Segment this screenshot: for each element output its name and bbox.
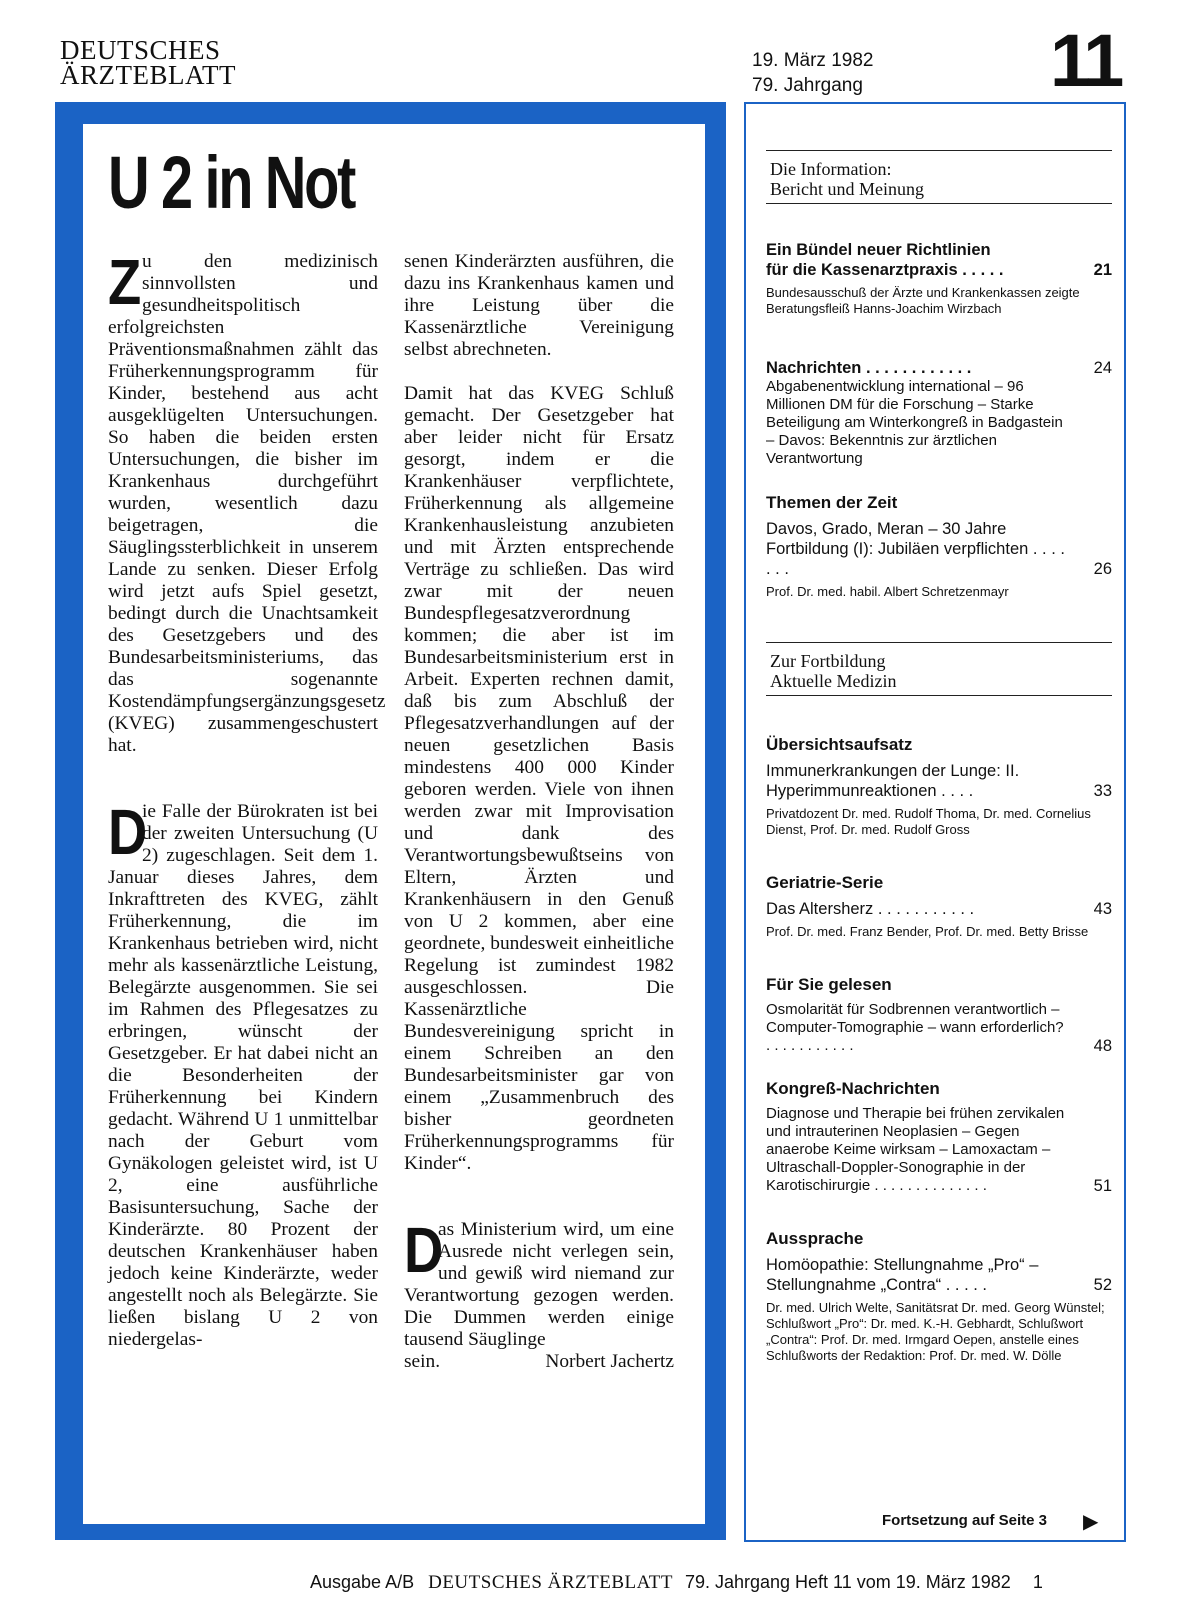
entry-authors: Bundesausschuß der Ärzte und Krankenkassen zeigte Beratungsfleiß Hanns-Joachim Wirzbach [766,285,1080,316]
article-headline: U 2 in Not [108,141,354,224]
issue-date: 19. März 1982 [752,50,874,71]
entry-authors: Privatdozent Dr. med. Rudolf Thoma, Dr. med. Cornelius Dienst, Prof. Dr. med. Rudolf Gross [766,806,1091,837]
page-number: 51 [1093,1177,1112,1195]
paragraph-1-text: u den medizinisch sinnvollsten und gesundheitspolitisch erfolgreichsten Präventionsmaßnahmen zählt das Früherkennungsprogramm für Kinder, bestehend aus acht ausgeklügelten Untersuchungen. So haben die beiden ersten Untersuchungen, die bisher im Krankenhaus durchgeführt wurden, wesentlich dazu beigetragen, die Säuglingssterblichkeit in unserem Lande zu senken. Dieser Erfolg wird jetzt aufs Spiel gesetzt, bedingt durch die Unachtsamkeit des Gesetzgebers und des Bundesarbeitsministeriums, das das sogenannte Kostendämpfungsergänzungsgesetz (KVEG) zusammengeschustert hat. [108,251,386,756]
toc-entry-richtlinien[interactable]: Ein Bündel neuer Richtlinien für die Kassenarztpraxis . . . . . 21 Bundesausschuß der Ärzte und Krankenkassen zeigte Beratungsfleiß Hanns-Joachim Wirzbach [766,241,1112,316]
page-footer [310,1572,1043,1594]
page-number: 43 [1093,900,1112,918]
masthead-line2: ÄRZTEBLATT [60,60,236,90]
masthead-line1: DEUTSCHES [60,35,221,65]
toc-entry-gelesen[interactable]: Für Sie gelesen Osmolarität für Sodbrennen verantwortlich – Computer-Tomographie – wann erforderlich? . . . . . . . . . . . 48 [766,975,1112,1055]
triangle-right-icon: ▶ [1083,1511,1099,1533]
paragraph-5-text: as Ministerium wird, um eine Ausrede nicht verlegen sein, und gewiß wird niemand zur Verantwortung gezogen werden. Die Dummen werden einige tausend Säuglinge [404,1219,674,1350]
toc-entry-nachrichten[interactable]: Nachrichten . . . . . . . . . . . . 24 Abgabenentwicklung international – 96 Millionen DM für die Forschung – Starke Beteiligung am Winterkongreß in Badgastein – Davos: Bekenntnis zur ärztlichen Verantwortung [766,359,1112,467]
entry-text: Abgabenentwicklung international – 96 Millionen DM für die Forschung – Starke Beteiligung am Winterkongreß in Badgastein – Davos: Bekenntnis zur ärztlichen Verantwortung [766,378,1063,467]
footer-details: 79. Jahrgang Heft 11 vom 19. März 1982 [684,1572,1011,1592]
toc-entry-kongress[interactable]: Kongreß-Nachrichten Diagnose und Therapie bei frühen zervikalen und intrauterinen Neoplasien – Gegen anaerobe Keime wirksam – Lamoxactam – Ultraschall-Doppler-Sonographie in der Karotischirurgie . . . . . . . . . . . . . . 51 [766,1079,1112,1195]
drop-cap: Z [108,246,142,318]
paragraph-5 [404,1214,674,1351]
entry-category: Für Sie gelesen [766,975,892,994]
article-column-2 [404,251,674,1373]
table-of-contents [744,102,1126,1542]
toc-entry-uebersicht[interactable]: Übersichtsaufsatz Immunerkrankungen der Lunge: II. Hyperimmunreaktionen . . . . 33 Privatdozent Dr. med. Rudolf Thoma, Dr. med. Cornelius Dienst, Prof. Dr. med. Rudolf Gross [766,735,1112,837]
paragraph-2-text: ie Falle der Bürokraten ist bei der zweiten Untersuchung (U 2) zugeschlagen. Seit dem 1. Januar dieses Jahres, dem Inkrafttreten des KVEG, zählt Früherkennung, die im Krankenhaus betrieben wird, nicht mehr als kassenärztliche Leistung, Belegärzte ausgenommen. Sie sei im Rahmen des Pflegesatzes zu erbringen, wünscht der Gesetzgeber. Er hat dabei nicht an die Besonderheiten der Früherkennung bei Kindern gedacht. Während U 1 unmittelbar nach der Geburt vom Gynäkologen geleistet wird, ist U 2, eine ausführliche Basisuntersuchung, Sache der Kinderärzte. 80 Prozent der deutschen Krankenhäuser haben jedoch keine Kinderärzte, weder angestellt noch als Belegärzte. Sie ließen bislang U 2 von niedergelas- [108,801,378,1350]
paragraph-2 [108,796,378,1351]
toc-section-fortbildung: Zur Fortbildung Aktuelle Medizin [766,642,1112,696]
masthead-logo [60,35,236,90]
drop-cap: D [404,1214,444,1286]
entry-category: Themen der Zeit [766,493,898,512]
entry-category: Übersichtsaufsatz [766,735,913,754]
entry-authors: Dr. med. Ulrich Welte, Sanitätsrat Dr. med. Georg Wünstel; Schlußwort „Pro“: Dr. med. K.-H. Gebhardt, Schlußwort „Contra“: Prof. Dr. med. Irmgard Oepen, anstelle eines Schlußworts der Redaktion: Prof. Dr. med. W. Dölle [766,1300,1105,1363]
page-number: 33 [1093,782,1112,800]
page-number: 21 [1093,261,1112,279]
toc-entry-aussprache[interactable]: Aussprache Homöopathie: Stellungnahme „Pro“ – Stellungnahme „Contra“ . . . . . 52 Dr. med. Ulrich Welte, Sanitätsrat Dr. med. Georg Wünstel; Schlußwort „Pro“: Dr. med. K.-H. Gebhardt, Schlußwort „Contra“: Prof. Dr. med. Irmgard Oepen, anstelle eines Schlußworts der Redaktion: Prof. Dr. med. W. Dölle [766,1229,1112,1363]
continuation-link[interactable]: Fortsetzung auf Seite 3 [882,1512,1048,1529]
issue-date-block [752,48,873,98]
entry-category: Kongreß-Nachrichten [766,1079,940,1098]
footer-page-number: 1 [1032,1572,1043,1592]
drop-cap: D [108,796,148,868]
page-number: 48 [1093,1037,1112,1055]
footer-edition: Ausgabe A/B [310,1572,415,1592]
entry-authors: Prof. Dr. med. habil. Albert Schretzenmayr [766,584,1009,599]
entry-category: Aussprache [766,1229,864,1248]
article-author: Norbert Jachertz [545,1351,674,1372]
toc-entry-geriatrie[interactable]: Geriatrie-Serie Das Altersherz . . . . . . . . . . . 43 Prof. Dr. med. Franz Bender, Prof. Dr. med. Betty Brisse [766,873,1112,939]
closing-word: sein. [404,1351,441,1372]
page-number: 26 [1093,560,1112,578]
toc-entry-themen[interactable]: Themen der Zeit Davos, Grado, Meran – 30 Jahre Fortbildung (I): Jubiläen verpflichten . . . . . . . 26 Prof. Dr. med. habil. Albert Schretzenmayr [766,493,1112,599]
toc-section-information: Die Information: Bericht und Meinung [766,150,1112,204]
paragraph-4: Damit hat das KVEG Schluß gemacht. Der Gesetzgeber hat aber leider nicht für Ersatz gesorgt, indem er die Krankenhäuser verpflichtete, Früherkennung als allgemeine Krankenhausleistung anzubieten und mit Ärzten entsprechende Verträge zu schließen. Das wird zwar mit der neuen Bundespflegesatzverordnung kommen; die aber ist im Bundesarbeitsministerium erst in Arbeit. Experten rechnen damit, daß bis zum Abschluß der Pflegesatzverhandlungen auf der neuen gesetzlichen Basis mindestens 400 000 Kinder geboren werden. Viele von ihnen werden zwar mit Improvisation und dank des Verantwortungsbewußtseins von Eltern, Ärzten und Krankenhäusern in den Genuß von U 2 kommen, aber eine geordnete, bundesweit einheitliche Regelung ist zumindest 1982 ausgeschlossen. Die Kassenärztliche Bundesvereinigung spricht in einem Schreiben an den Bundesarbeitsminister gar von einem „Zusammenbruch des bisher geordneten Früherkennungsprogramms für Kinder“. [404,383,674,1174]
footer-masthead: DEUTSCHES ÄRZTEBLATT [428,1572,673,1593]
issue-volume: 79. Jahrgang [752,75,863,96]
issue-number: 11 [1050,19,1121,102]
page-number: 52 [1093,1276,1112,1294]
paragraph-3: senen Kinderärzten ausführen, die dazu ins Krankenhaus kamen und ihre Leistung über die Kassenärztliche Vereinigung selbst abrechneten. [404,251,674,360]
article-column-1 [108,246,386,1351]
paragraph-1 [108,246,386,757]
entry-authors: Prof. Dr. med. Franz Bender, Prof. Dr. med. Betty Brisse [766,924,1089,939]
signature-line [404,1351,674,1373]
entry-category: Geriatrie-Serie [766,873,884,892]
page-number: 24 [1093,359,1112,377]
